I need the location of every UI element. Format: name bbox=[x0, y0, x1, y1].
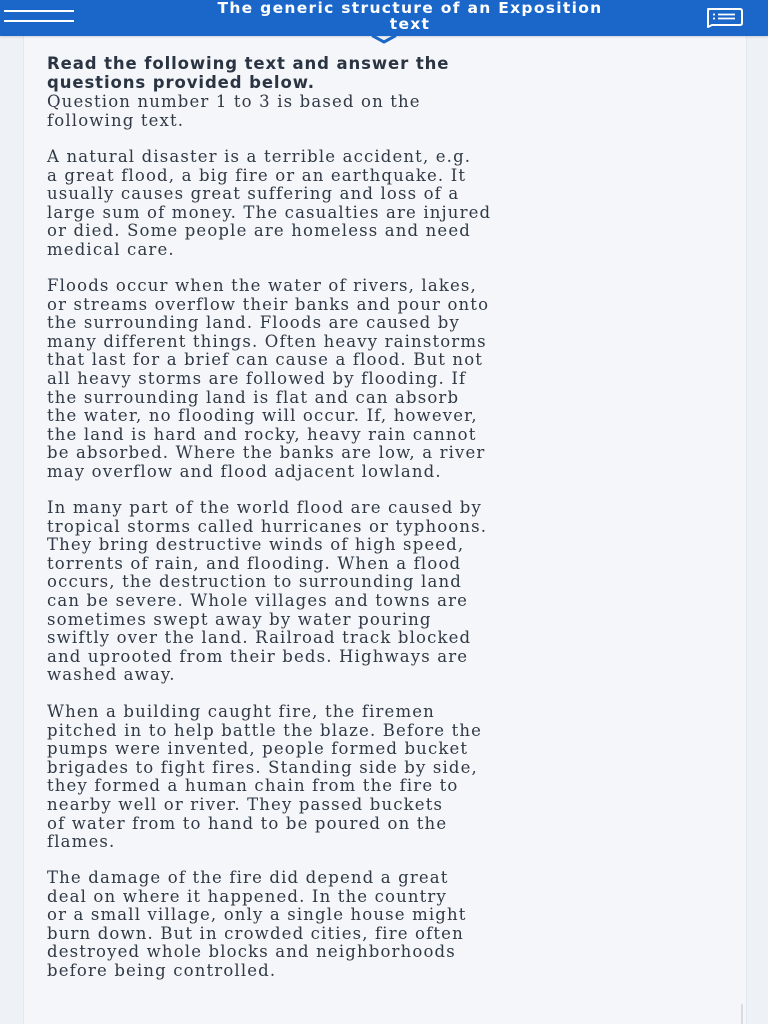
scrollbar-thumb[interactable] bbox=[741, 1004, 743, 1024]
top-app-bar bbox=[0, 0, 768, 36]
paragraph-4: When a building caught fire, the firemen pitched in to help battle the blaze. Before the pumps were invented, people formed bucket brigades to fight fires. Standing side by side, they formed a human chain from the fire to nearby well or river. They passed buckets of water from to hand to be poured on the flames. bbox=[47, 702, 483, 852]
paragraph-5: The damage of the fire did depend a great deal on where it happened. In the country or a small village, only a single house might burn down. But in crowded cities, fire often destroyed whole blocks and neighborhoods before being controlled. bbox=[47, 868, 467, 980]
paragraph-3: In many part of the world flood are caused by tropical storms called hurricanes or typhoons. They bring destructive winds of high speed, torrents of rain, and flooding. When a flood occurs, the destruction to surrounding land can be severe. Whole villages and towns are sometimes swept away by water pouring swiftly over the land. Railroad track blocked and uprooted from their beds. Highways are washed away. bbox=[47, 498, 488, 685]
hamburger-menu-icon[interactable] bbox=[0, 0, 90, 36]
paragraph-2: Floods occur when the water of rivers, lakes, or streams overflow their banks and pour onto the surrounding land. Floods are caused by many different things. Often heavy rainstorms that last for a brief can cause a flood. But not all heavy storms are followed by flooding. If the surrounding land is flat and can absorb the water, no flooding will occur. If, however, the land is hard and rocky, heavy rain cannot be absorbed. Where the banks are low, a river may overflow and flood adjacent lowland. bbox=[47, 276, 490, 481]
notes-icon[interactable] bbox=[704, 6, 744, 28]
document-title: The generic structure of an Exposition text bbox=[217, 0, 603, 33]
question-intro: Question number 1 to 3 is based on the following text. bbox=[47, 92, 421, 130]
instructions-heading: Read the following text and answer the questions provided below. bbox=[47, 54, 450, 92]
chevron-down-icon[interactable] bbox=[370, 34, 398, 44]
paragraph-1: A natural disaster is a terrible accident, e.g. a great flood, a big fire or an earthquake. It usually causes great suffering and loss of a large sum of money. The casualties are injured or died. Some people are homeless and need medical care. bbox=[47, 147, 492, 259]
